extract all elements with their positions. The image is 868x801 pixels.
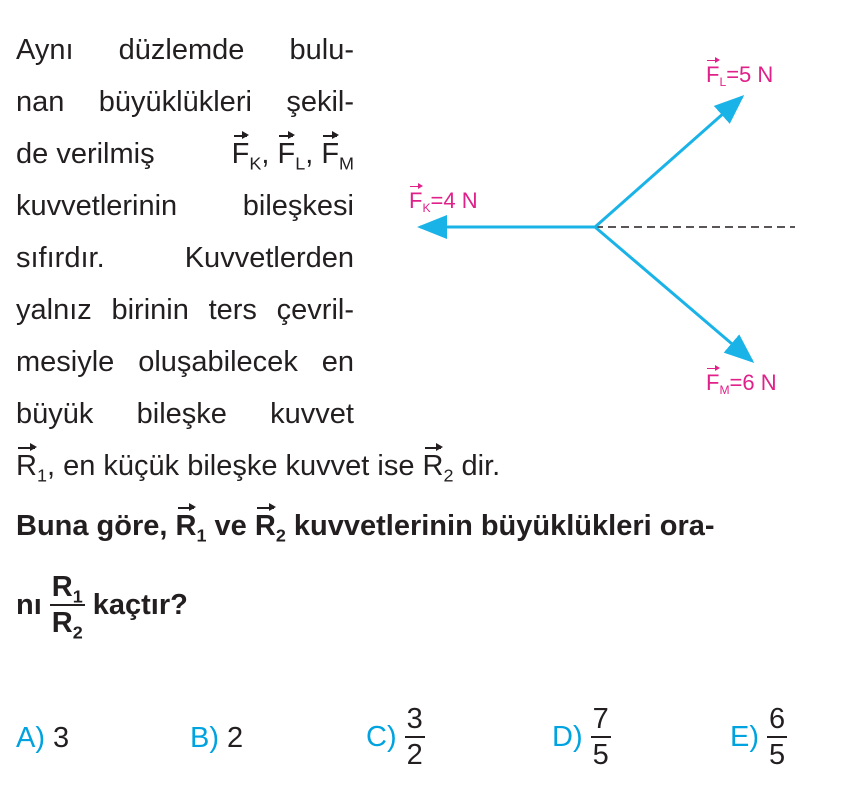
problem-line-8: büyük bileşke kuvvet xyxy=(16,398,354,430)
force-l-label: $F_L=5$ N xyxy=(706,62,774,90)
ratio-fraction: $\frac{R_1}{R_2}$ xyxy=(51,571,83,643)
problem-line-3-text: de verilmiş xyxy=(16,138,155,170)
force-k-label: $F_K=4$ N xyxy=(409,188,478,216)
problem-line-1: Aynı düzlemde bulu- xyxy=(16,34,354,66)
vector-f-l: F xyxy=(277,138,296,170)
problem-line-5: sıfırdır. Kuvvetlerden xyxy=(16,242,354,274)
problem-line-6: yalnız birinin ters çevril- xyxy=(16,294,354,326)
question-line-2: nı $\frac{R_1}{R_2}$ kaçtır? xyxy=(16,571,188,643)
vector-r-2: R xyxy=(422,450,444,482)
force-l-arrow xyxy=(595,97,742,227)
choice-d[interactable]: D) $\frac{7}{5}$ xyxy=(552,703,609,772)
vector-r-1: R xyxy=(16,450,37,482)
choice-b[interactable]: B) 2 xyxy=(190,722,244,754)
force-m-arrow xyxy=(595,227,752,361)
vector-f-m: F xyxy=(321,138,340,170)
force-m-label: $F_M=6$ N xyxy=(706,370,777,398)
question-vector-r-1: R xyxy=(175,510,197,542)
choice-e-fraction: $\frac{6}{5}$ xyxy=(769,703,786,772)
problem-line-4: kuvvetlerinin bileşkesi xyxy=(16,190,354,222)
vector-f-k: F xyxy=(231,138,250,170)
question-line-1: Buna göre, $R_1$ ve $R_2$ kuvvetlerinin büyüklükleri ora- xyxy=(16,510,715,546)
question-vector-r-2: R xyxy=(254,510,276,542)
choice-c-fraction: $\frac{3}{2}$ xyxy=(406,703,423,772)
choice-c[interactable]: C) $\frac{3}{2}$ xyxy=(366,703,423,772)
problem-line-7: mesiyle oluşabilecek en xyxy=(16,346,354,378)
force-list: $F_K$, $F_L$, $F_M$ xyxy=(231,138,354,174)
problem-line-2: nan büyüklükleri şekil- xyxy=(16,86,354,118)
problem-line-9: $R_1$, en küçük bileşke kuvvet ise $R_2$ dir. xyxy=(16,450,501,486)
choice-e[interactable]: E) $\frac{6}{5}$ xyxy=(730,703,786,772)
choice-a[interactable]: A) 3 xyxy=(16,722,70,754)
choice-d-fraction: $\frac{7}{5}$ xyxy=(592,703,609,772)
